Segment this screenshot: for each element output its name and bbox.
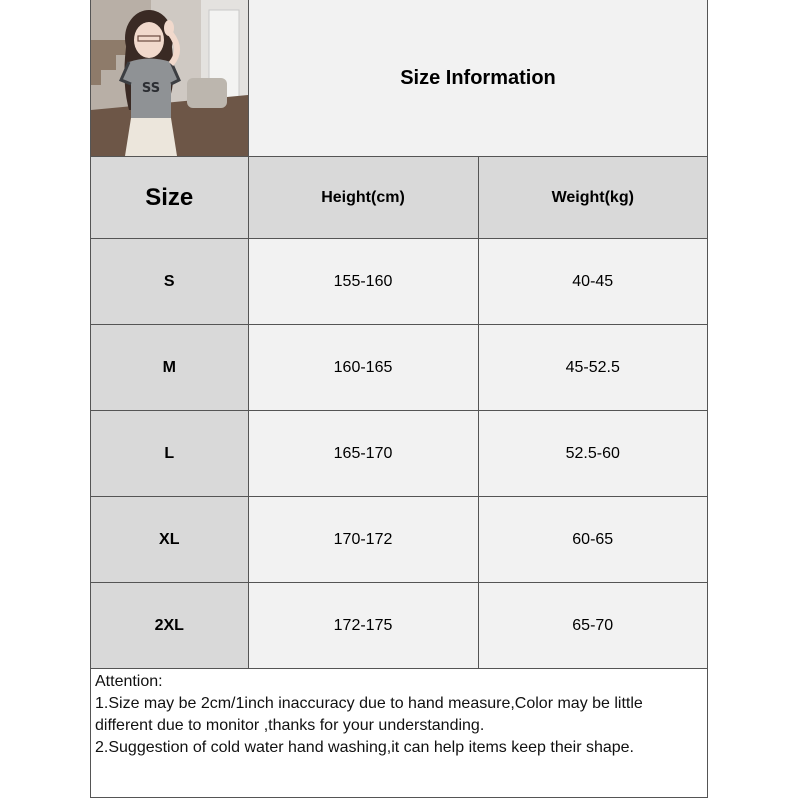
size-cell: 2XL [91, 583, 248, 669]
size-chart-sheet [90, 0, 708, 798]
attention-notes [91, 668, 707, 797]
height-cell: 155-160 [248, 239, 478, 325]
column-header-height: Height(cm) [248, 157, 478, 239]
height-cell: 160-165 [248, 325, 478, 411]
table-row [91, 497, 707, 583]
table-header-row [91, 157, 707, 239]
size-cell: L [91, 411, 248, 497]
page-title: Size Information [400, 66, 556, 89]
table-row [91, 239, 707, 325]
note-line-1: 1.Size may be 2cm/1inch inaccuracy due to hand measure,Color may be little different due to monitor ,thanks for your understanding. [95, 695, 643, 734]
weight-cell: 65-70 [478, 583, 707, 669]
height-cell: 170-172 [248, 497, 478, 583]
note-line-2: 2.Suggestion of cold water hand washing,it can help items keep their shape. [95, 739, 634, 756]
size-table [91, 157, 707, 669]
size-cell: M [91, 325, 248, 411]
table-row [91, 411, 707, 497]
size-cell: XL [91, 497, 248, 583]
shirt-print-text: SS [141, 81, 161, 96]
column-header-size: Size [91, 157, 248, 239]
title-cell [249, 0, 707, 157]
product-photo [91, 0, 249, 157]
column-header-weight: Weight(kg) [478, 157, 707, 239]
weight-cell: 45-52.5 [478, 325, 707, 411]
height-cell: 172-175 [248, 583, 478, 669]
height-cell: 165-170 [248, 411, 478, 497]
table-row [91, 325, 707, 411]
weight-cell: 52.5-60 [478, 411, 707, 497]
weight-cell: 60-65 [478, 497, 707, 583]
table-row [91, 583, 707, 669]
notes-heading: Attention: [95, 673, 163, 690]
weight-cell: 40-45 [478, 239, 707, 325]
size-cell: S [91, 239, 248, 325]
model-photo-illustration [91, 0, 248, 156]
